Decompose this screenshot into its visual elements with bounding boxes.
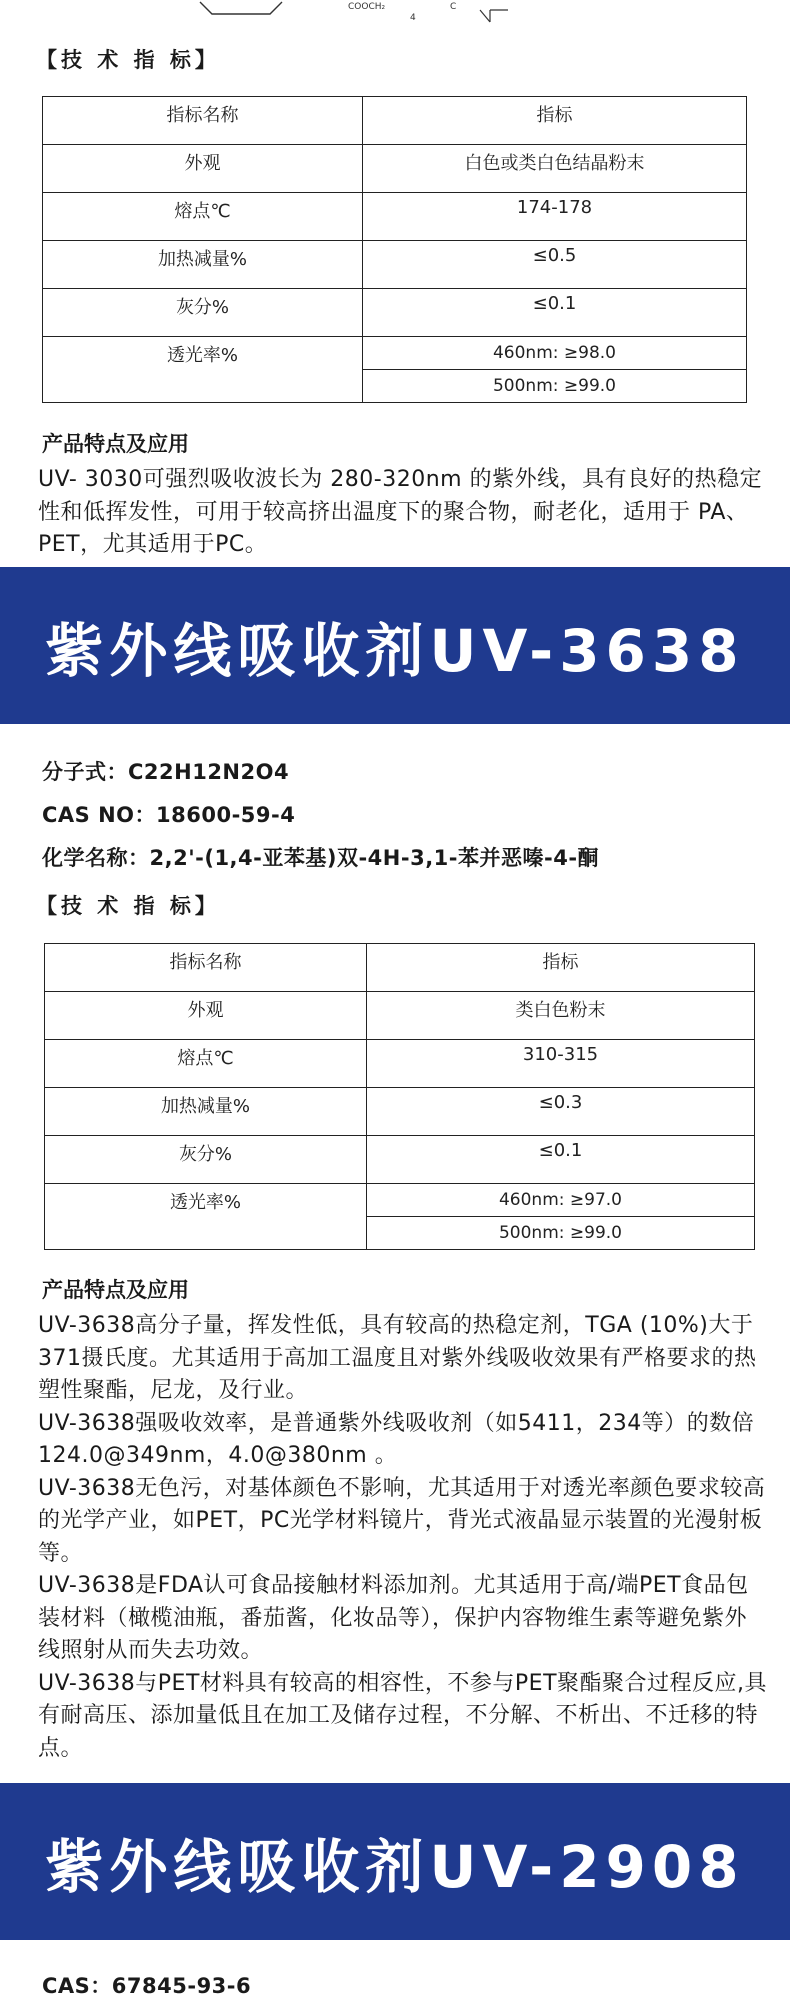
row-name: 透光率% [45,1184,367,1250]
benzene-ring-fragment-icon [190,0,610,26]
formula-atom-label: C [450,2,457,12]
row-value-split [367,1184,755,1250]
features-title: 产品特点及应用 [42,1278,189,1302]
header-value: 指标 [367,944,755,992]
row-value: ≤0.1 [367,1136,755,1184]
molecular-formula: 分子式：C22H12N2O4 [42,760,290,784]
row-name: 熔点℃ [43,193,363,241]
row-name: 外观 [43,145,363,193]
banner-title: 紫外线吸收剂UV-3638 [45,616,745,685]
product-banner-uv2908 [0,1783,790,1940]
table-row [45,992,755,1040]
table-row-transmittance [45,1184,755,1250]
features-title: 产品特点及应用 [42,432,189,456]
table-header-row [43,97,747,145]
row-value: 174-178 [363,193,747,241]
row-name: 外观 [45,992,367,1040]
transmittance-460: 460nm: ≥98.0 [492,343,616,363]
spec-table-uv3638 [44,943,755,1250]
row-name: 灰分% [45,1136,367,1184]
chemical-name: 化学名称：2,2'-(1,4-亚苯基)双-4H-3,1-苯并恶嗪-4-酮 [42,846,600,870]
features-paragraph: UV-3638无色污，对基体颜色不影响，尤其适用于对透光率颜色要求较高的光学产业，如PET，PC光学材料镜片，背光式液晶显示装置的光漫射板等。 [38,1475,766,1566]
chemical-structure-fragment [0,0,790,26]
row-value: 310-315 [367,1040,755,1088]
tech-spec-title: 【技 术 指 标】 [36,894,220,918]
table-row [43,241,747,289]
row-name: 加热减量% [45,1088,367,1136]
row-value: ≤0.1 [363,289,747,337]
header-value: 指标 [363,97,747,145]
table-header-row [45,944,755,992]
features-paragraph: UV-3638是FDA认可食品接触材料添加剂。尤其适用于高/端PET食品包装材料（橄榄油瓶，番茄酱，化妆品等），保护内容物维生素等避免紫外线照射从而失去功效。 [38,1573,749,1663]
row-name: 灰分% [43,289,363,337]
row-value: 类白色粉末 [367,992,755,1040]
row-value: 白色或类白色结晶粉末 [363,145,747,193]
features-paragraph: UV-3638与PET材料具有较高的相容性，不参与PET聚酯聚合过程反应,具有耐高压、添加量低且在加工及储存过程，不分解、不析出、不迁移的特点。 [38,1670,767,1761]
table-row [43,289,747,337]
table-row [45,1136,755,1184]
cas-number: CAS：67845-93-6 [42,1974,252,1996]
table-row-transmittance [43,337,747,403]
table-row [43,193,747,241]
spec-table-uv3030 [42,96,747,403]
transmittance-500: 500nm: ≥99.0 [367,1216,754,1248]
table-row [45,1040,755,1088]
product-banner-uv3638 [0,567,790,724]
tech-spec-title: 【技 术 指 标】 [36,48,220,72]
row-name: 加热减量% [43,241,363,289]
transmittance-460: 460nm: ≥97.0 [498,1190,622,1210]
features-paragraph: UV- 3030可强烈吸收波长为 280-320nm 的紫外线，具有良好的热稳定性和低挥发性，可用于较高挤出温度下的聚合物，耐老化，适用于 PA、PET，尤其适用于PC。 [38,467,763,557]
row-name: 透光率% [43,337,363,403]
features-body [38,1310,768,1765]
row-value: ≤0.5 [363,241,747,289]
formula-group-label: COOCH₂ [348,2,386,12]
cas-number: CAS NO：18600-59-4 [42,803,296,827]
banner-title: 紫外线吸收剂UV-2908 [45,1832,745,1901]
row-value-split [363,337,747,403]
row-value: ≤0.3 [367,1088,755,1136]
row-name: 熔点℃ [45,1040,367,1088]
table-row [43,145,747,193]
features-paragraph: UV-3638强吸收效率，是普通紫外线吸收剂（如5411，234等）的数倍124.0@349nm，4.0@380nm 。 [38,1410,755,1468]
header-name: 指标名称 [43,97,363,145]
header-name: 指标名称 [45,944,367,992]
transmittance-500: 500nm: ≥99.0 [363,369,746,401]
table-row [45,1088,755,1136]
features-paragraph: UV-3638高分子量，挥发性低，具有较高的热稳定剂，TGA (10%)大于371摄氏度。尤其适用于高加工温度且对紫外线吸收效果有严格要求的热塑性聚酯，尼龙，及行业。 [38,1313,757,1403]
formula-subscript: 4 [410,13,416,23]
